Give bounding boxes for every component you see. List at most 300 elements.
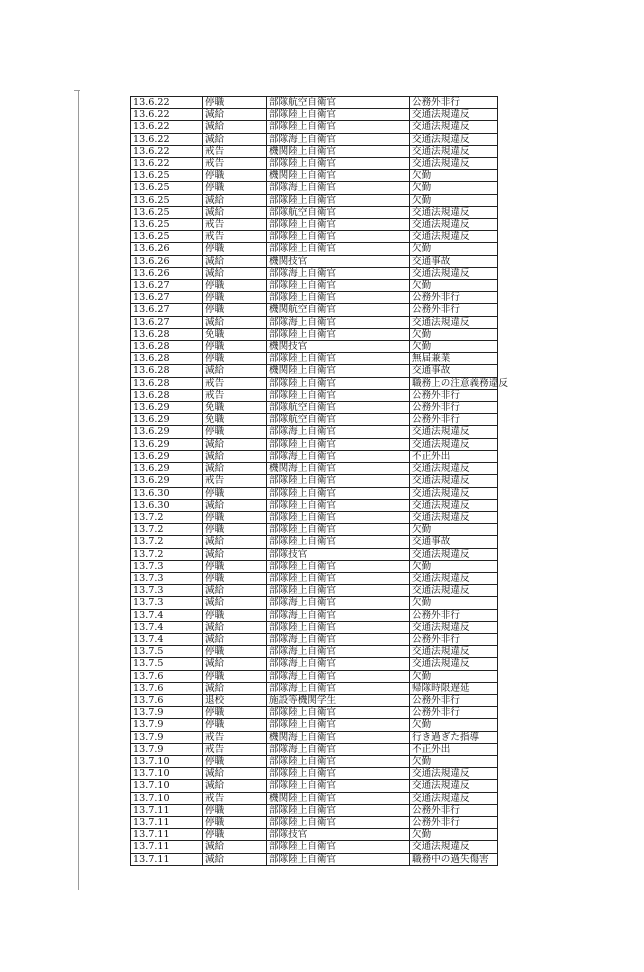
table-row	[131, 572, 498, 584]
position-cell: 部隊陸上自衛官	[267, 536, 410, 548]
date-cell: 13.6.25	[131, 231, 203, 243]
position-cell: 部隊海上自衛官	[267, 182, 410, 194]
date-cell: 13.7.6	[131, 670, 203, 682]
position-cell: 部隊海上自衛官	[267, 426, 410, 438]
penalty-cell: 停職	[203, 182, 267, 194]
date-cell: 13.7.6	[131, 694, 203, 706]
date-cell: 13.7.3	[131, 560, 203, 572]
penalty-cell: 戒告	[203, 158, 267, 170]
reason-cell: 欠勤	[410, 341, 498, 353]
table-row	[131, 743, 498, 755]
reason-cell: 公務外非行	[410, 816, 498, 828]
date-cell: 13.7.2	[131, 536, 203, 548]
reason-cell: 欠勤	[410, 328, 498, 340]
reason-cell: 欠勤	[410, 755, 498, 767]
table-row	[131, 768, 498, 780]
date-cell: 13.6.22	[131, 109, 203, 121]
position-cell: 部隊陸上自衛官	[267, 804, 410, 816]
position-cell: 部隊陸上自衛官	[267, 780, 410, 792]
date-cell: 13.7.3	[131, 585, 203, 597]
date-cell: 13.7.4	[131, 621, 203, 633]
reason-cell: 交通法規違反	[410, 487, 498, 499]
reason-cell: 欠勤	[410, 194, 498, 206]
reason-cell: 無届兼業	[410, 353, 498, 365]
penalty-cell: 免職	[203, 414, 267, 426]
date-cell: 13.6.22	[131, 97, 203, 109]
penalty-cell: 減給	[203, 450, 267, 462]
reason-cell: 交通法規違反	[410, 231, 498, 243]
table-row	[131, 328, 498, 340]
margin-rule	[78, 90, 79, 890]
reason-cell: 交通法規違反	[410, 621, 498, 633]
penalty-cell: 戒告	[203, 145, 267, 157]
reason-cell: 交通法規違反	[410, 511, 498, 523]
date-cell: 13.7.9	[131, 707, 203, 719]
disciplinary-records-table	[130, 96, 508, 866]
date-cell: 13.7.10	[131, 792, 203, 804]
reason-cell: 不正外出	[410, 450, 498, 462]
reason-cell: 交通法規違反	[410, 780, 498, 792]
position-cell: 部隊海上自衛官	[267, 670, 410, 682]
records-body	[131, 97, 508, 866]
date-cell: 13.6.29	[131, 426, 203, 438]
penalty-cell: 停職	[203, 755, 267, 767]
penalty-cell: 減給	[203, 780, 267, 792]
reason-cell: 交通法規違反	[410, 463, 498, 475]
reason-cell: 職務中の過失傷害	[410, 853, 498, 865]
margin-rule-tick	[74, 90, 80, 91]
date-cell: 13.6.28	[131, 389, 203, 401]
penalty-cell: 停職	[203, 804, 267, 816]
position-cell: 部隊航空自衛官	[267, 97, 410, 109]
position-cell: 部隊陸上自衛官	[267, 487, 410, 499]
date-cell: 13.7.11	[131, 829, 203, 841]
penalty-cell: 減給	[203, 463, 267, 475]
table-row	[131, 841, 498, 853]
table-row	[131, 707, 498, 719]
reason-cell: 欠勤	[410, 597, 498, 609]
penalty-cell: 減給	[203, 267, 267, 279]
penalty-cell: 戒告	[203, 377, 267, 389]
table-row	[131, 121, 498, 133]
position-cell: 機関陸上自衛官	[267, 170, 410, 182]
reason-cell: 交通事故	[410, 365, 498, 377]
penalty-cell: 停職	[203, 292, 267, 304]
penalty-cell: 停職	[203, 170, 267, 182]
position-cell: 部隊陸上自衛官	[267, 292, 410, 304]
table-row	[131, 792, 498, 804]
penalty-cell: 停職	[203, 816, 267, 828]
penalty-cell: 戒告	[203, 389, 267, 401]
table-row	[131, 731, 498, 743]
table-row	[131, 182, 498, 194]
position-cell: 部隊海上自衛官	[267, 609, 410, 621]
reason-cell: 職務上の注意義務違反	[410, 377, 498, 389]
table-row	[131, 536, 498, 548]
penalty-cell: 停職	[203, 707, 267, 719]
date-cell: 13.7.11	[131, 841, 203, 853]
position-cell: 部隊海上自衛官	[267, 633, 410, 645]
reason-cell: 不正外出	[410, 743, 498, 755]
date-cell: 13.7.4	[131, 609, 203, 621]
position-cell: 機関技官	[267, 341, 410, 353]
position-cell: 部隊陸上自衛官	[267, 475, 410, 487]
penalty-cell: 減給	[203, 499, 267, 511]
date-cell: 13.6.28	[131, 341, 203, 353]
position-cell: 部隊陸上自衛官	[267, 158, 410, 170]
date-cell: 13.6.22	[131, 145, 203, 157]
position-cell: 部隊航空自衛官	[267, 414, 410, 426]
date-cell: 13.6.25	[131, 219, 203, 231]
date-cell: 13.6.30	[131, 487, 203, 499]
position-cell: 部隊海上自衛官	[267, 743, 410, 755]
reason-cell: 交通法規違反	[410, 219, 498, 231]
date-cell: 13.7.6	[131, 682, 203, 694]
reason-cell: 公務外非行	[410, 414, 498, 426]
date-cell: 13.6.29	[131, 402, 203, 414]
position-cell: 機関陸上自衛官	[267, 792, 410, 804]
reason-cell: 交通事故	[410, 536, 498, 548]
date-cell: 13.6.25	[131, 206, 203, 218]
table-row	[131, 548, 498, 560]
reason-cell: 公務外非行	[410, 292, 498, 304]
penalty-cell: 減給	[203, 316, 267, 328]
position-cell: 部隊技官	[267, 829, 410, 841]
reason-cell: 公務外非行	[410, 97, 498, 109]
table-row	[131, 365, 498, 377]
penalty-cell: 戒告	[203, 219, 267, 231]
reason-cell: 交通法規違反	[410, 145, 498, 157]
reason-cell: 交通法規違反	[410, 572, 498, 584]
table-row	[131, 658, 498, 670]
penalty-cell: 停職	[203, 719, 267, 731]
penalty-cell: 戒告	[203, 231, 267, 243]
table-row	[131, 633, 498, 645]
reason-cell: 交通法規違反	[410, 841, 498, 853]
date-cell: 13.6.27	[131, 292, 203, 304]
position-cell: 部隊陸上自衛官	[267, 328, 410, 340]
position-cell: 部隊陸上自衛官	[267, 585, 410, 597]
position-cell: 部隊陸上自衛官	[267, 121, 410, 133]
position-cell: 部隊陸上自衛官	[267, 560, 410, 572]
position-cell: 部隊陸上自衛官	[267, 621, 410, 633]
table-row	[131, 206, 498, 218]
date-cell: 13.7.2	[131, 524, 203, 536]
table-row	[131, 829, 498, 841]
penalty-cell: 減給	[203, 682, 267, 694]
reason-cell: 公務外非行	[410, 707, 498, 719]
table-row	[131, 450, 498, 462]
position-cell: 部隊陸上自衛官	[267, 853, 410, 865]
penalty-cell: 減給	[203, 365, 267, 377]
penalty-cell: 停職	[203, 353, 267, 365]
penalty-cell: 減給	[203, 438, 267, 450]
position-cell: 部隊技官	[267, 548, 410, 560]
penalty-cell: 減給	[203, 853, 267, 865]
table-row	[131, 694, 498, 706]
penalty-cell: 停職	[203, 487, 267, 499]
date-cell: 13.6.22	[131, 133, 203, 145]
reason-cell: 交通事故	[410, 255, 498, 267]
table-row	[131, 158, 498, 170]
table-row	[131, 719, 498, 731]
penalty-cell: 減給	[203, 548, 267, 560]
penalty-cell: 減給	[203, 633, 267, 645]
table-row	[131, 463, 498, 475]
date-cell: 13.6.28	[131, 377, 203, 389]
table-row	[131, 304, 498, 316]
table-row	[131, 109, 498, 121]
date-cell: 13.7.10	[131, 768, 203, 780]
penalty-cell: 停職	[203, 304, 267, 316]
position-cell: 機関技官	[267, 255, 410, 267]
position-cell: 部隊陸上自衛官	[267, 841, 410, 853]
position-cell: 部隊陸上自衛官	[267, 219, 410, 231]
reason-cell: 交通法規違反	[410, 499, 498, 511]
table-row	[131, 621, 498, 633]
penalty-cell: 停職	[203, 280, 267, 292]
date-cell: 13.6.28	[131, 353, 203, 365]
reason-cell: 交通法規違反	[410, 109, 498, 121]
table-row	[131, 145, 498, 157]
position-cell: 部隊陸上自衛官	[267, 231, 410, 243]
position-cell: 部隊陸上自衛官	[267, 511, 410, 523]
reason-cell: 交通法規違反	[410, 646, 498, 658]
table-row	[131, 609, 498, 621]
penalty-cell: 減給	[203, 768, 267, 780]
reason-cell: 交通法規違反	[410, 267, 498, 279]
position-cell: 部隊海上自衛官	[267, 682, 410, 694]
position-cell: 部隊航空自衛官	[267, 402, 410, 414]
reason-cell: 交通法規違反	[410, 658, 498, 670]
position-cell: 部隊海上自衛官	[267, 658, 410, 670]
date-cell: 13.7.3	[131, 572, 203, 584]
date-cell: 13.6.27	[131, 280, 203, 292]
table-row	[131, 816, 498, 828]
table-row	[131, 755, 498, 767]
table-row	[131, 853, 498, 865]
table-row	[131, 426, 498, 438]
date-cell: 13.7.10	[131, 780, 203, 792]
date-cell: 13.7.10	[131, 755, 203, 767]
position-cell: 部隊陸上自衛官	[267, 109, 410, 121]
date-cell: 13.6.29	[131, 475, 203, 487]
reason-cell: 欠勤	[410, 170, 498, 182]
position-cell: 部隊海上自衛官	[267, 316, 410, 328]
reason-cell: 交通法規違反	[410, 206, 498, 218]
date-cell: 13.6.25	[131, 182, 203, 194]
reason-cell: 欠勤	[410, 719, 498, 731]
penalty-cell: 減給	[203, 536, 267, 548]
table-row	[131, 560, 498, 572]
position-cell: 部隊陸上自衛官	[267, 816, 410, 828]
table-row	[131, 255, 498, 267]
date-cell: 13.6.27	[131, 304, 203, 316]
penalty-cell: 減給	[203, 841, 267, 853]
position-cell: 部隊陸上自衛官	[267, 572, 410, 584]
position-cell: 部隊航空自衛官	[267, 206, 410, 218]
table-row	[131, 231, 498, 243]
date-cell: 13.6.22	[131, 158, 203, 170]
date-cell: 13.7.11	[131, 853, 203, 865]
penalty-cell: 減給	[203, 597, 267, 609]
reason-cell: 欠勤	[410, 560, 498, 572]
penalty-cell: 停職	[203, 829, 267, 841]
reason-cell: 交通法規違反	[410, 133, 498, 145]
table-row	[131, 780, 498, 792]
table-row	[131, 511, 498, 523]
table-row	[131, 292, 498, 304]
penalty-cell: 減給	[203, 658, 267, 670]
position-cell: 部隊陸上自衛官	[267, 194, 410, 206]
table-row	[131, 353, 498, 365]
table-row	[131, 170, 498, 182]
table-row	[131, 194, 498, 206]
position-cell: 部隊海上自衛官	[267, 646, 410, 658]
date-cell: 13.7.9	[131, 731, 203, 743]
reason-cell: 欠勤	[410, 829, 498, 841]
reason-cell: 交通法規違反	[410, 475, 498, 487]
penalty-cell: 減給	[203, 194, 267, 206]
reason-cell: 欠勤	[410, 524, 498, 536]
table-row	[131, 487, 498, 499]
penalty-cell: 停職	[203, 560, 267, 572]
penalty-cell: 戒告	[203, 731, 267, 743]
table-row	[131, 316, 498, 328]
position-cell: 部隊陸上自衛官	[267, 755, 410, 767]
position-cell: 機関航空自衛官	[267, 304, 410, 316]
date-cell: 13.7.2	[131, 511, 203, 523]
reason-cell: 欠勤	[410, 280, 498, 292]
reason-cell: 公務外非行	[410, 633, 498, 645]
reason-cell: 公務外非行	[410, 804, 498, 816]
reason-cell: 欠勤	[410, 182, 498, 194]
position-cell: 部隊陸上自衛官	[267, 280, 410, 292]
penalty-cell: 減給	[203, 121, 267, 133]
table-row	[131, 389, 498, 401]
date-cell: 13.6.29	[131, 438, 203, 450]
position-cell: 部隊陸上自衛官	[267, 389, 410, 401]
table-row	[131, 597, 498, 609]
penalty-cell: 戒告	[203, 743, 267, 755]
date-cell: 13.7.5	[131, 658, 203, 670]
penalty-cell: 減給	[203, 621, 267, 633]
date-cell: 13.6.29	[131, 463, 203, 475]
date-cell: 13.6.25	[131, 194, 203, 206]
table-row	[131, 341, 498, 353]
position-cell: 部隊海上自衛官	[267, 597, 410, 609]
position-cell: 機関陸上自衛官	[267, 145, 410, 157]
reason-cell: 交通法規違反	[410, 792, 498, 804]
date-cell: 13.6.29	[131, 450, 203, 462]
penalty-cell: 停職	[203, 670, 267, 682]
position-cell: 機関海上自衛官	[267, 731, 410, 743]
table-row	[131, 499, 498, 511]
table-row	[131, 280, 498, 292]
reason-cell: 行き過ぎた指導	[410, 731, 498, 743]
position-cell: 部隊海上自衛官	[267, 450, 410, 462]
date-cell: 13.7.9	[131, 743, 203, 755]
table-row	[131, 438, 498, 450]
reason-cell: 交通法規違反	[410, 316, 498, 328]
date-cell: 13.6.27	[131, 316, 203, 328]
reason-cell: 交通法規違反	[410, 548, 498, 560]
date-cell: 13.7.3	[131, 597, 203, 609]
penalty-cell: 免職	[203, 402, 267, 414]
table-row	[131, 219, 498, 231]
date-cell: 13.7.11	[131, 816, 203, 828]
penalty-cell: 戒告	[203, 792, 267, 804]
reason-cell: 帰隊時限遅延	[410, 682, 498, 694]
date-cell: 13.6.28	[131, 365, 203, 377]
reason-cell: 交通法規違反	[410, 121, 498, 133]
table-row	[131, 97, 498, 109]
date-cell: 13.6.29	[131, 414, 203, 426]
position-cell: 機関陸上自衛官	[267, 365, 410, 377]
penalty-cell: 減給	[203, 206, 267, 218]
date-cell: 13.7.2	[131, 548, 203, 560]
position-cell: 部隊陸上自衛官	[267, 524, 410, 536]
reason-cell: 欠勤	[410, 670, 498, 682]
position-cell: 機関海上自衛官	[267, 463, 410, 475]
position-cell: 部隊陸上自衛官	[267, 377, 410, 389]
reason-cell: 公務外非行	[410, 389, 498, 401]
position-cell: 部隊海上自衛官	[267, 133, 410, 145]
reason-cell: 交通法規違反	[410, 158, 498, 170]
position-cell: 部隊陸上自衛官	[267, 719, 410, 731]
reason-cell: 欠勤	[410, 243, 498, 255]
position-cell: 部隊陸上自衛官	[267, 353, 410, 365]
penalty-cell: 停職	[203, 646, 267, 658]
date-cell: 13.6.26	[131, 255, 203, 267]
penalty-cell: 減給	[203, 133, 267, 145]
penalty-cell: 停職	[203, 426, 267, 438]
position-cell: 部隊陸上自衛官	[267, 243, 410, 255]
position-cell: 部隊海上自衛官	[267, 267, 410, 279]
date-cell: 13.6.22	[131, 121, 203, 133]
date-cell: 13.6.26	[131, 243, 203, 255]
date-cell: 13.6.25	[131, 170, 203, 182]
reason-cell: 公務外非行	[410, 402, 498, 414]
date-cell: 13.6.26	[131, 267, 203, 279]
date-cell: 13.6.30	[131, 499, 203, 511]
table-row	[131, 585, 498, 597]
table-row	[131, 670, 498, 682]
penalty-cell: 減給	[203, 585, 267, 597]
reason-cell: 公務外非行	[410, 609, 498, 621]
reason-cell: 交通法規違反	[410, 438, 498, 450]
reason-cell: 公務外非行	[410, 694, 498, 706]
table-row	[131, 402, 498, 414]
date-cell: 13.7.4	[131, 633, 203, 645]
table-row	[131, 524, 498, 536]
date-cell: 13.7.11	[131, 804, 203, 816]
penalty-cell: 退校	[203, 694, 267, 706]
penalty-cell: 停職	[203, 341, 267, 353]
penalty-cell: 戒告	[203, 475, 267, 487]
table-row	[131, 243, 498, 255]
position-cell: 部隊陸上自衛官	[267, 438, 410, 450]
penalty-cell: 停職	[203, 97, 267, 109]
position-cell: 施設等機関学生	[267, 694, 410, 706]
table-row	[131, 646, 498, 658]
table-row	[131, 475, 498, 487]
reason-cell: 交通法規違反	[410, 426, 498, 438]
date-cell: 13.7.9	[131, 719, 203, 731]
reason-cell: 交通法規違反	[410, 585, 498, 597]
date-cell: 13.6.28	[131, 328, 203, 340]
table-row	[131, 414, 498, 426]
